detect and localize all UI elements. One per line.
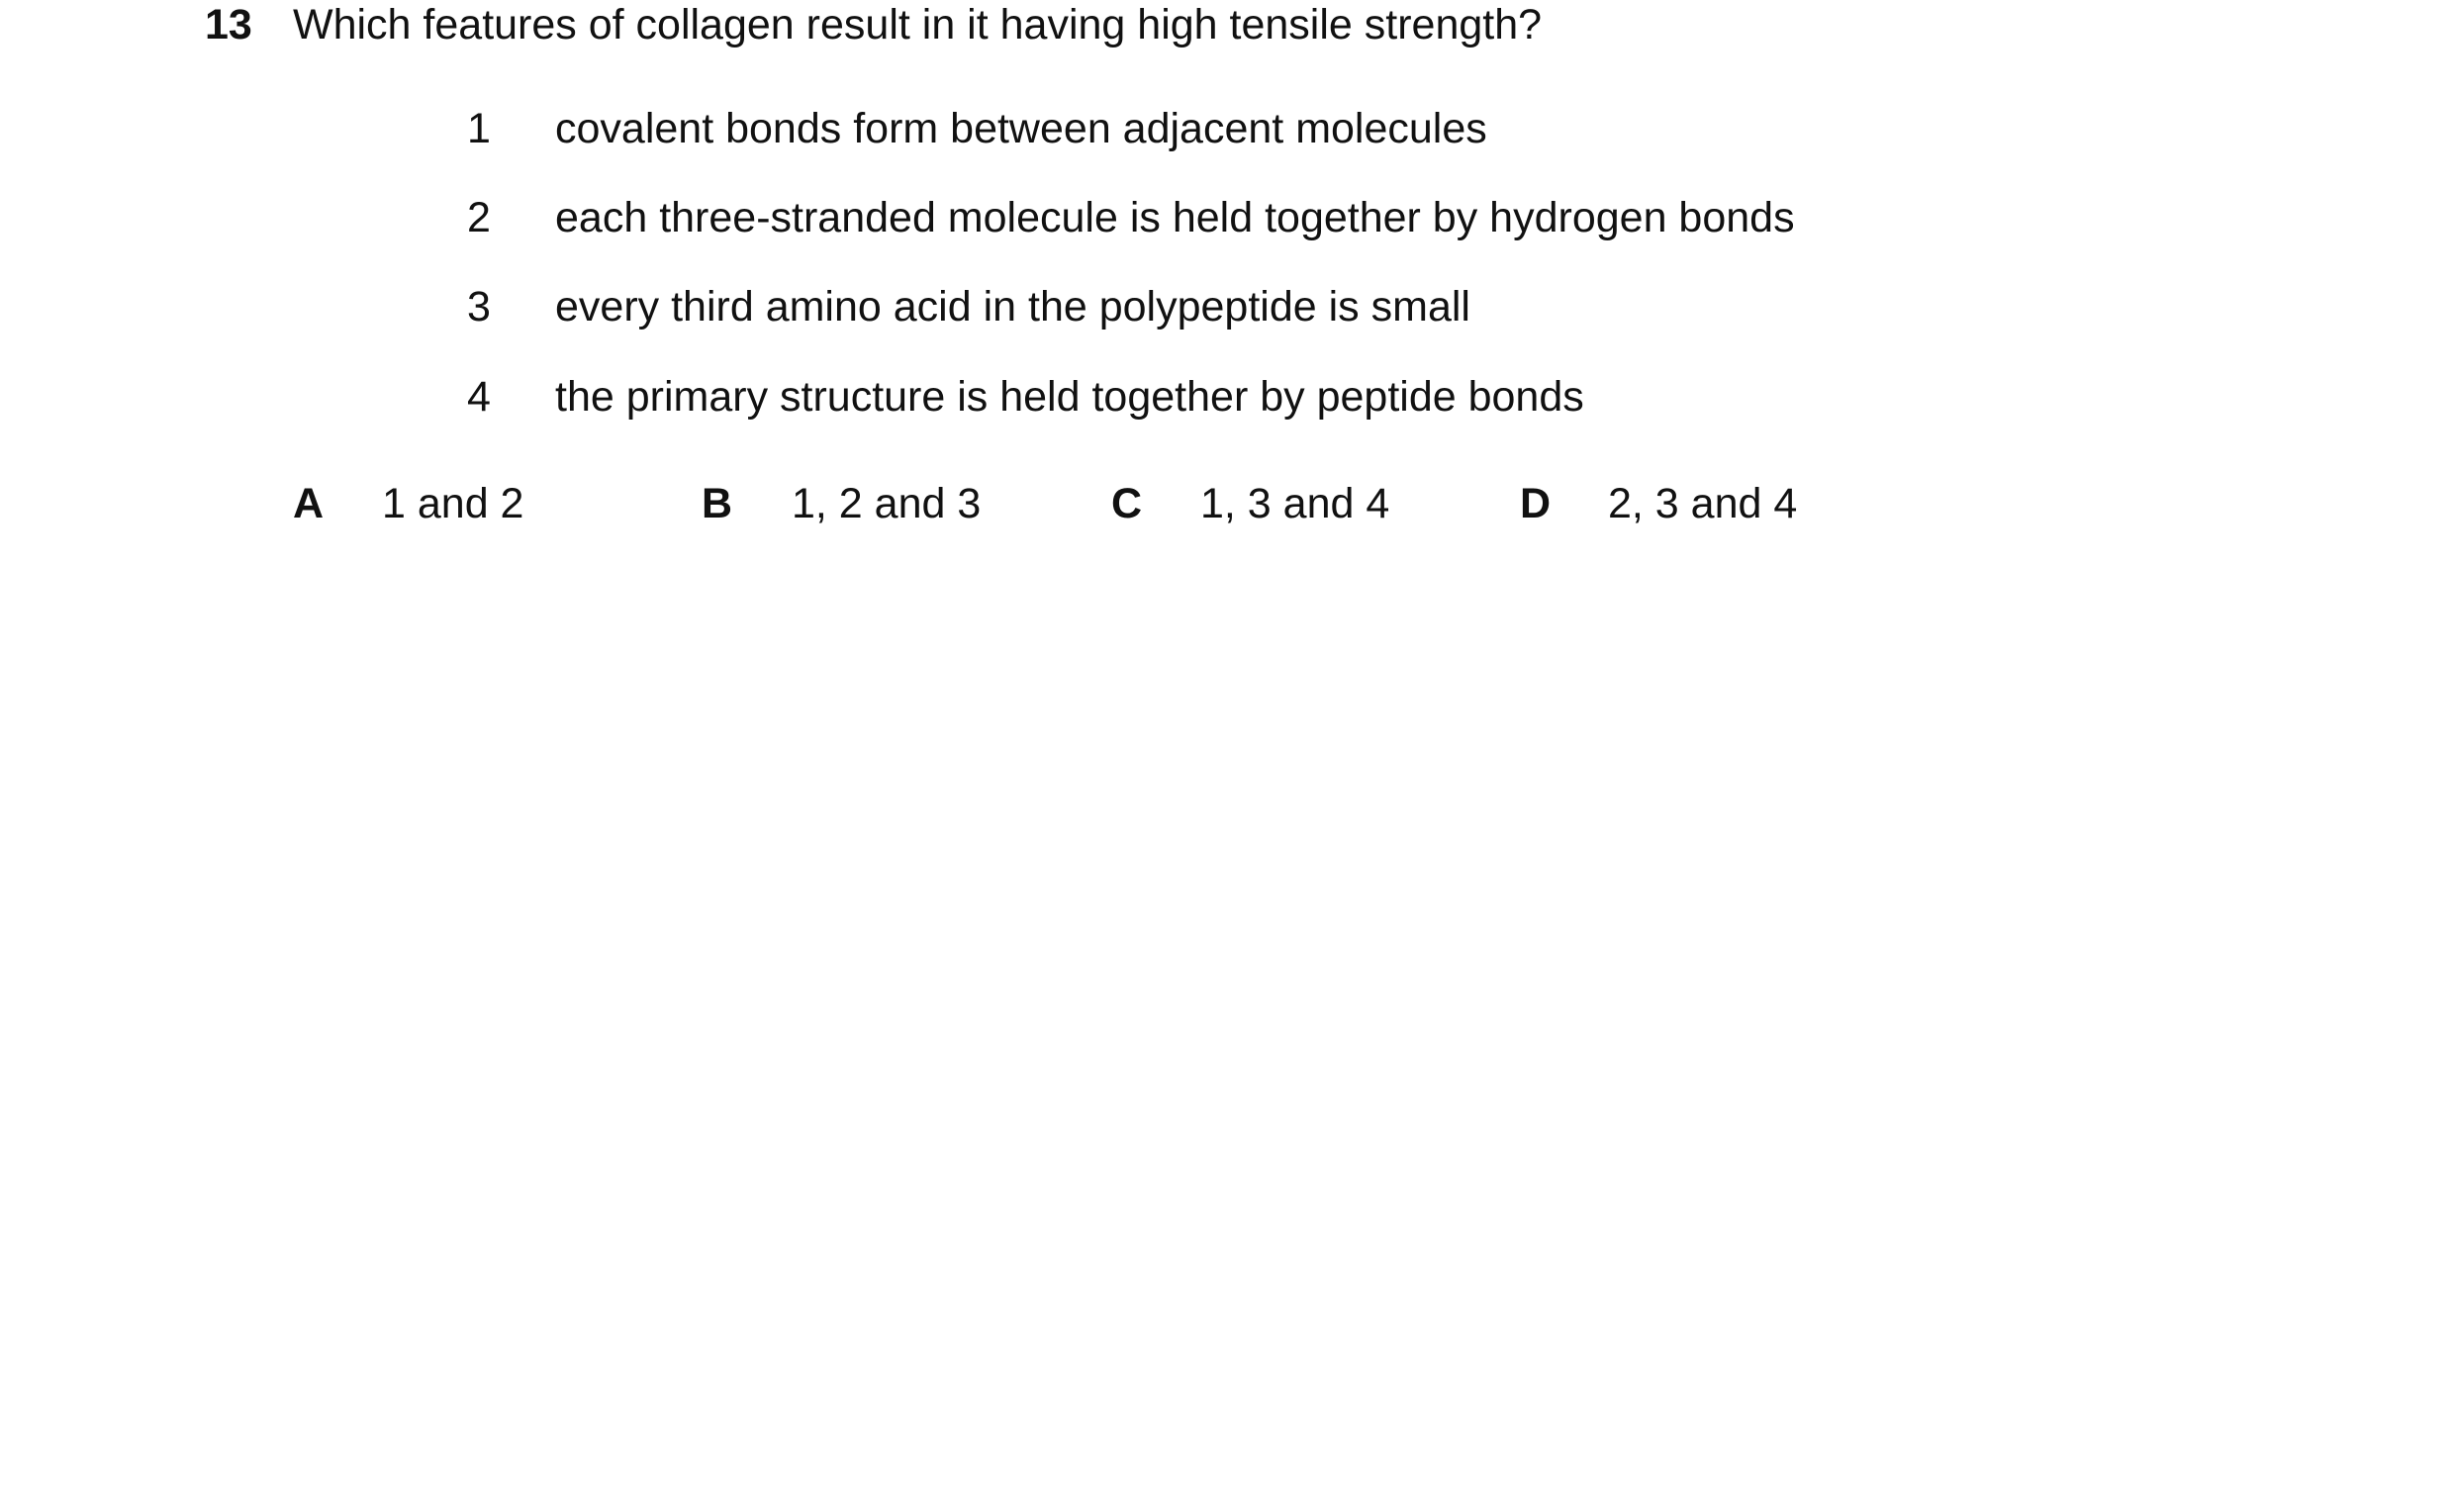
option-b-letter: B bbox=[702, 480, 733, 527]
statement-1-number: 1 bbox=[467, 105, 491, 152]
statement-2-number: 2 bbox=[467, 194, 491, 241]
option-d-letter: D bbox=[1520, 480, 1552, 527]
statement-2-text: each three-stranded molecule is held together by hydrogen bonds bbox=[555, 194, 1795, 241]
option-c-text: 1, 3 and 4 bbox=[1200, 480, 1390, 527]
option-d-text: 2, 3 and 4 bbox=[1608, 480, 1798, 527]
option-c-letter: C bbox=[1111, 480, 1143, 527]
option-a-text: 1 and 2 bbox=[382, 480, 524, 527]
statement-4-text: the primary structure is held together by peptide bonds bbox=[555, 373, 1584, 421]
statement-1-text: covalent bonds form between adjacent molecules bbox=[555, 105, 1487, 152]
statement-4-number: 4 bbox=[467, 373, 491, 421]
statement-3-text: every third amino acid in the polypeptide is small bbox=[555, 283, 1470, 331]
statement-3-number: 3 bbox=[467, 283, 491, 331]
option-b-text: 1, 2 and 3 bbox=[792, 480, 982, 527]
option-a-letter: A bbox=[293, 480, 325, 527]
question-number: 13 bbox=[205, 1, 252, 48]
question-text: Which features of collagen result in it having high tensile strength? bbox=[293, 1, 1543, 48]
